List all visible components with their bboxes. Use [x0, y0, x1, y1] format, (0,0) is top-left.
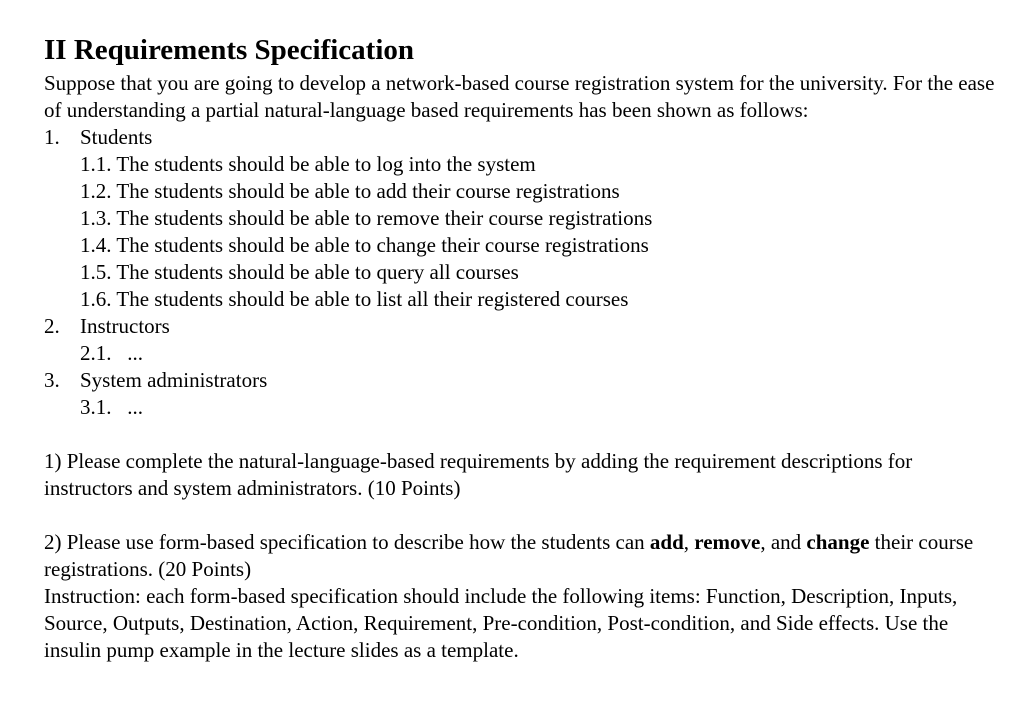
requirement-item: 3.1. ...	[80, 395, 143, 419]
section-title: II Requirements Specification	[44, 34, 415, 66]
question-2-lead: 2) Please use form-based specification to describe how the students can	[44, 530, 650, 554]
requirement-item: 1.1. The students should be able to log into the system	[80, 152, 536, 176]
requirement-item: 1.3. The students should be able to remove their course registrations	[80, 206, 653, 230]
question-2	[44, 529, 1004, 583]
keyword-remove: remove	[694, 530, 761, 554]
requirement-item: 1.2. The students should be able to add their course registrations	[80, 179, 620, 203]
requirement-item: 1.5. The students should be able to query all courses	[80, 260, 519, 284]
requirements-list	[44, 124, 1004, 421]
requirement-item: 1.6. The students should be able to list all their registered courses	[80, 287, 629, 311]
keyword-change: change	[806, 530, 870, 554]
question-2-sep1: ,	[683, 530, 695, 554]
section-number: 3.	[44, 368, 60, 392]
section-number: 2.	[44, 314, 60, 338]
section-label: System administrators	[80, 368, 268, 392]
question-1: 1) Please complete the natural-language-based requirements by adding the requirement descriptions for instructors and system administrators. (10 Points)	[44, 449, 913, 500]
instruction-paragraph: Instruction: each form-based specification should include the following items: Function, Description, Inputs, Source, Outputs, Destination, Action, Requirement, Pre-condition, Post-condition, and Side effects. Use the insulin pump example in the lecture slides as a template.	[44, 584, 958, 662]
requirement-section-instructors	[44, 313, 1004, 340]
section-label: Instructors	[80, 314, 170, 338]
question-2-sep2: , and	[760, 530, 807, 554]
requirement-section-students	[44, 124, 1004, 151]
keyword-add: add	[649, 530, 684, 554]
section-label: Students	[80, 125, 153, 149]
requirement-item: 2.1. ...	[80, 341, 143, 365]
question-2-tail: their course registrations. (20 Points)	[44, 530, 974, 581]
document-page	[44, 30, 1004, 664]
intro-paragraph: Suppose that you are going to develop a network-based course registration system for the university. For the ease of understanding a partial natural-language based requirements has been shown as follows:	[44, 71, 995, 122]
requirement-item: 1.4. The students should be able to change their course registrations	[80, 233, 649, 257]
requirement-section-admins	[44, 367, 1004, 394]
section-number: 1.	[44, 125, 60, 149]
